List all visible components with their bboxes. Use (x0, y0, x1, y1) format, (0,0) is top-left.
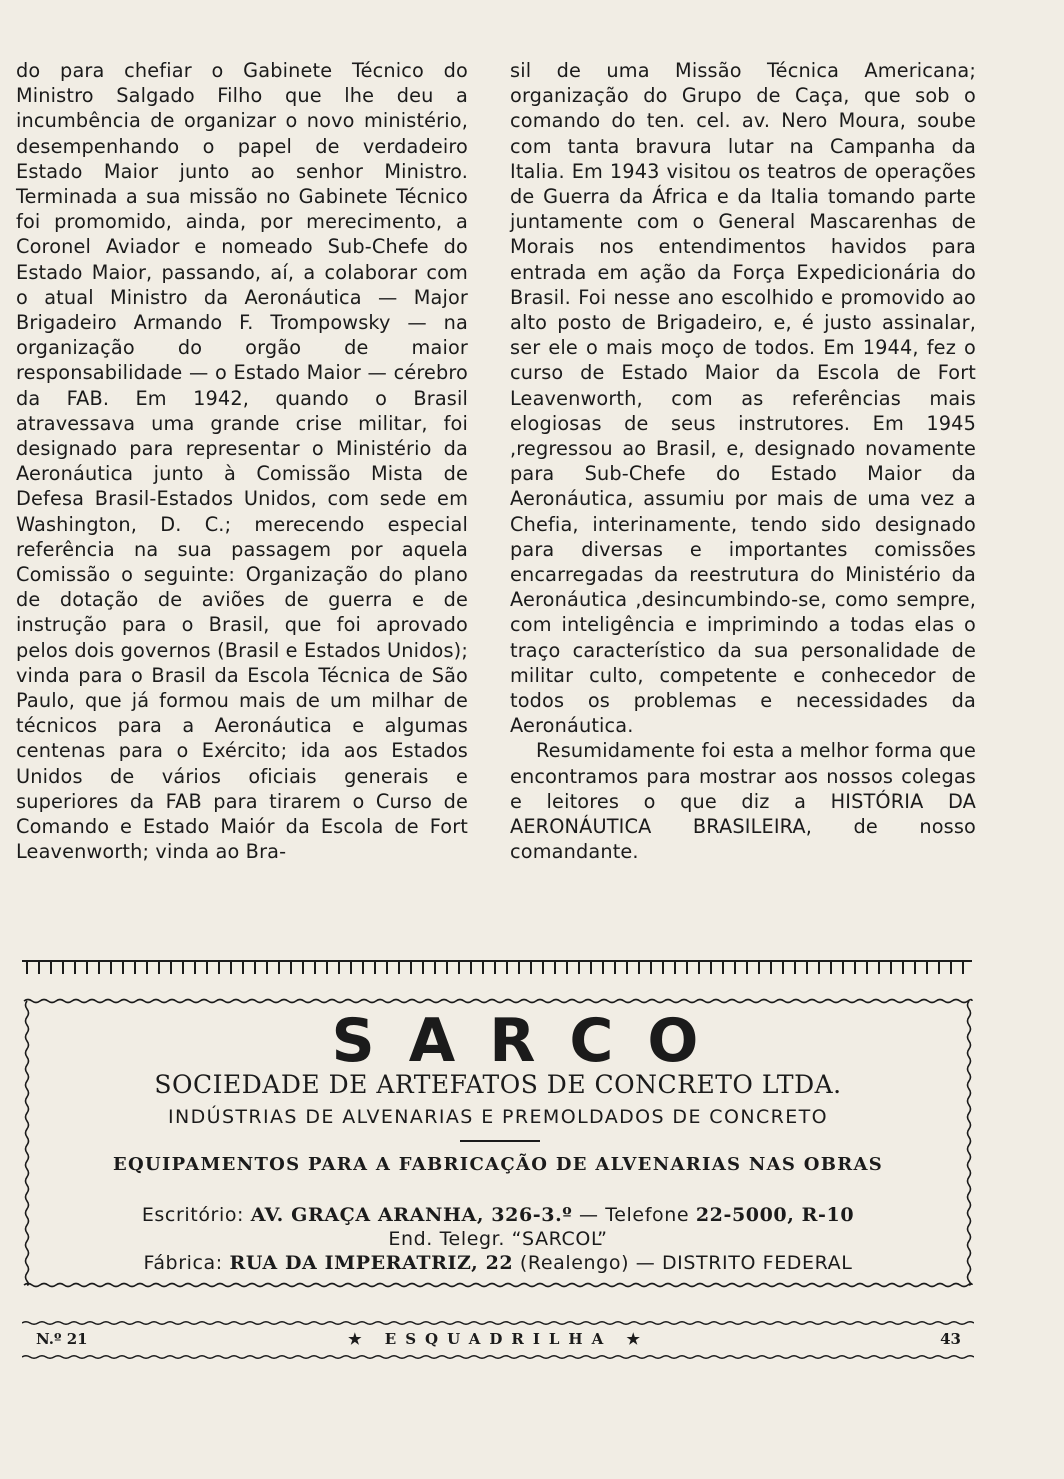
office-address: AV. GRAÇA ARANHA, 326-3.º (250, 1204, 573, 1226)
sarco-advertisement (22, 996, 974, 1290)
factory-label: Fábrica: (143, 1252, 223, 1274)
ad-office-line (22, 1204, 974, 1226)
ad-divider (460, 1140, 540, 1142)
footer-wavy-line-bottom (22, 1352, 974, 1362)
ad-brand-name: SARCO (331, 1006, 733, 1076)
ad-company-name: SOCIEDADE DE ARTEFATOS DE CONCRETO LTDA. (154, 1070, 842, 1099)
article-paragraph-closing: Resumidamente foi esta a melhor forma que encontramos para mostrar aos nossos colegas e leitores o que diz a HISTÓRIA DA AERONÁUTICA BRASILEIRA, de nosso comandante. (510, 739, 976, 864)
phone-label: — Telefone (579, 1204, 690, 1226)
ad-industries: INDÚSTRIAS DE ALVENARIAS E PREMOLDADOS DE CONCRETO (168, 1106, 828, 1128)
page-number: 43 (940, 1330, 961, 1348)
ad-equipment: EQUIPAMENTOS PARA A FABRICAÇÃO DE ALVENARIAS NAS OBRAS (112, 1154, 884, 1175)
article-paragraph: do para chefiar o Gabinete Técnico do Ministro Salgado Filho que lhe deu a incumbência de organizar o novo ministério, desempenhando o papel de verdadeiro Estado Maior junto ao senhor Ministro. Terminada a sua missão no Gabinete Técnico foi promomido, ainda, por merecimento, a Coronel Aviador e nomeado Sub-Chefe do Estado Maior, passando, aí, a colaborar com o atual Ministro da Aeronáutica — Major Brigadeiro Armando F. Trompowsky — na organização do orgão de maior responsabilidade — o Estado Maior — cérebro da FAB. Em 1942, quando o Brasil atravessava uma grande crise militar, foi designado para representar o Ministério da Aeronáutica junto à Comissão Mista de Defesa Brasil-Estados Unidos, com sede em Washington, D. C.; merecendo especial referência na sua passagem por aquela Comissão o seguinte: Organização do plano de dotação de aviões de guerra e de instrução para o Brasil, que foi aprovado pelos dois governos (Brasil e Estados Unidos); vinda para o Brasil da Escola Técnica de São Paulo, que já formou mais de um milhar de técnicos para a Aeronáutica e algumas centenas para o Exército; ida aos Estados Unidos de vários oficiais generais e superiores da FAB para tirarem o Curso de Comando e Estado Maiór da Escola de Fort Leavenworth; vinda ao Bra- (16, 59, 468, 864)
footer-wavy-line-top (22, 1318, 974, 1328)
issue-number: N.º 21 (36, 1330, 88, 1348)
factory-address: RUA DA IMPERATRIZ, 22 (229, 1252, 514, 1274)
article-column-left (16, 58, 468, 865)
ruler-divider (22, 958, 972, 976)
article-column-right (510, 58, 976, 865)
ad-factory-line (22, 1252, 974, 1274)
office-label: Escritório: (141, 1204, 245, 1226)
factory-location: (Realengo) — DISTRITO FEDERAL (519, 1252, 853, 1274)
magazine-title: ★ ESQUADRILHA ★ (348, 1330, 649, 1348)
article-paragraph: sil de uma Missão Técnica Americana; organização do Grupo de Caça, que sob o comando do ten. cel. av. Nero Moura, soube com tanta bravura lutar na Campanha da Italia. Em 1943 visitou os teatros de operações de Guerra da África e da Italia tomando parte juntamente com o General Mascarenhas de Morais nos entendimentos havidos para entrada em ação da Força Expedicionária do Brasil. Foi nesse ano escolhido e promovido ao alto posto de Brigadeiro, e, é justo assinalar, ser ele o mais moço de todos. Em 1944, fez o curso de Estado Maior da Escola de Fort Leavenworth, com as referências mais elogiosas de seus instrutores. Em 1945 ,regressou ao Brasil, e, designado novamente para Sub-Chefe do Estado Maior da Aeronáutica, assumiu por mais de uma vez a Chefia, interinamente, tendo sido designado para diversas e importantes comissões encarregadas da reestrutura do Ministério da Aeronáutica ,desincumbindo-se, como sempre, com inteligência e imprimindo a todas elas o traço característico da sua personalidade de militar culto, competente e conhecedor de todos os problemas e necessidades da Aeronáutica. (510, 59, 976, 738)
ad-telegram-line: End. Telegr. “SARCOL” (388, 1228, 608, 1250)
phone-number: 22-5000, R-10 (695, 1204, 855, 1226)
